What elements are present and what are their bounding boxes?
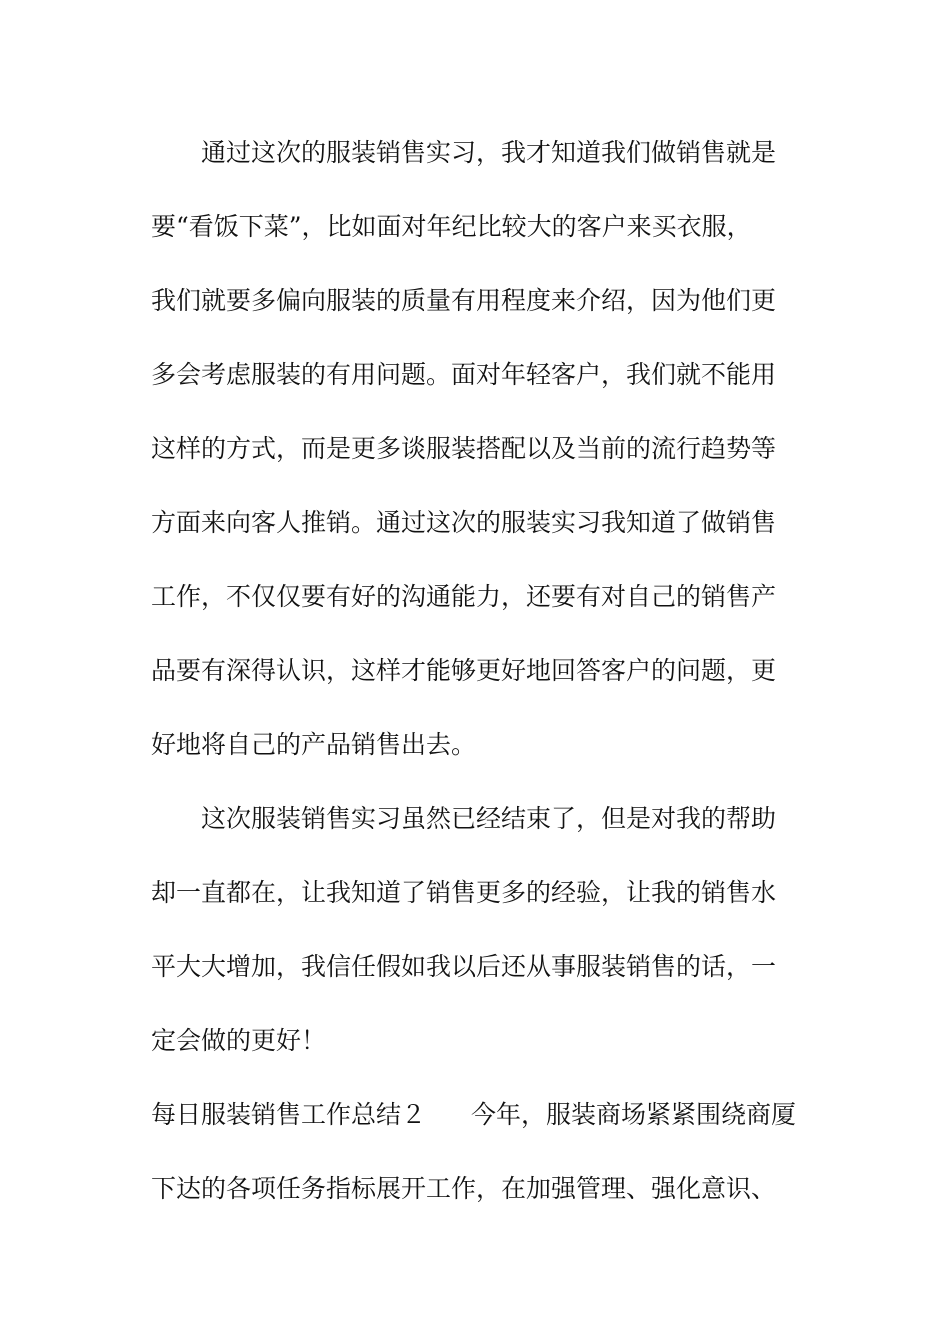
paragraph-line: 却一直都在，让我知道了销售更多的经验，让我的销售水 (151, 878, 777, 907)
paragraph-2 (151, 786, 811, 1082)
document-body (151, 120, 811, 1230)
paragraph-line: 方面来向客人推销。通过这次的服装实习我知道了做销售 (151, 508, 777, 537)
paragraph-line: 定会做的更好！ (151, 1026, 327, 1055)
paragraph-line: 这样的方式，而是更多谈服装搭配以及当前的流行趋势等 (151, 434, 777, 463)
paragraph-line: 这次服装销售实习虽然已经结束了，但是对我的帮助 (201, 804, 777, 833)
section-heading-line (151, 1082, 811, 1156)
paragraph-line: 下达的各项任务指标展开工作，在加强管理、强化意识、 (151, 1174, 777, 1203)
paragraph-line: 我们就要多偏向服装的质量有用程度来介绍，因为他们更 (151, 286, 777, 315)
paragraph-line: 通过这次的服装销售实习，我才知道我们做销售就是 (201, 138, 777, 167)
section-first-line: 今年，服装商场紧紧围绕商厦 (471, 1100, 797, 1129)
section-heading: 每日服装销售工作总结２ (151, 1100, 427, 1129)
paragraph-line: 好地将自己的产品销售出去。 (151, 730, 477, 759)
paragraph-line: 要“看饭下菜”，比如面对年纪比较大的客户来买衣服， (151, 212, 752, 241)
section-2 (151, 1082, 811, 1230)
paragraph-1 (151, 120, 811, 786)
paragraph-line: 多会考虑服装的有用问题。面对年轻客户，我们就不能用 (151, 360, 777, 389)
paragraph-line: 工作，不仅仅要有好的沟通能力，还要有对自己的销售产 (151, 582, 777, 611)
paragraph-line: 品要有深得认识，这样才能够更好地回答客户的问题，更 (151, 656, 777, 685)
paragraph-line: 平大大增加，我信任假如我以后还从事服装销售的话，一 (151, 952, 777, 981)
